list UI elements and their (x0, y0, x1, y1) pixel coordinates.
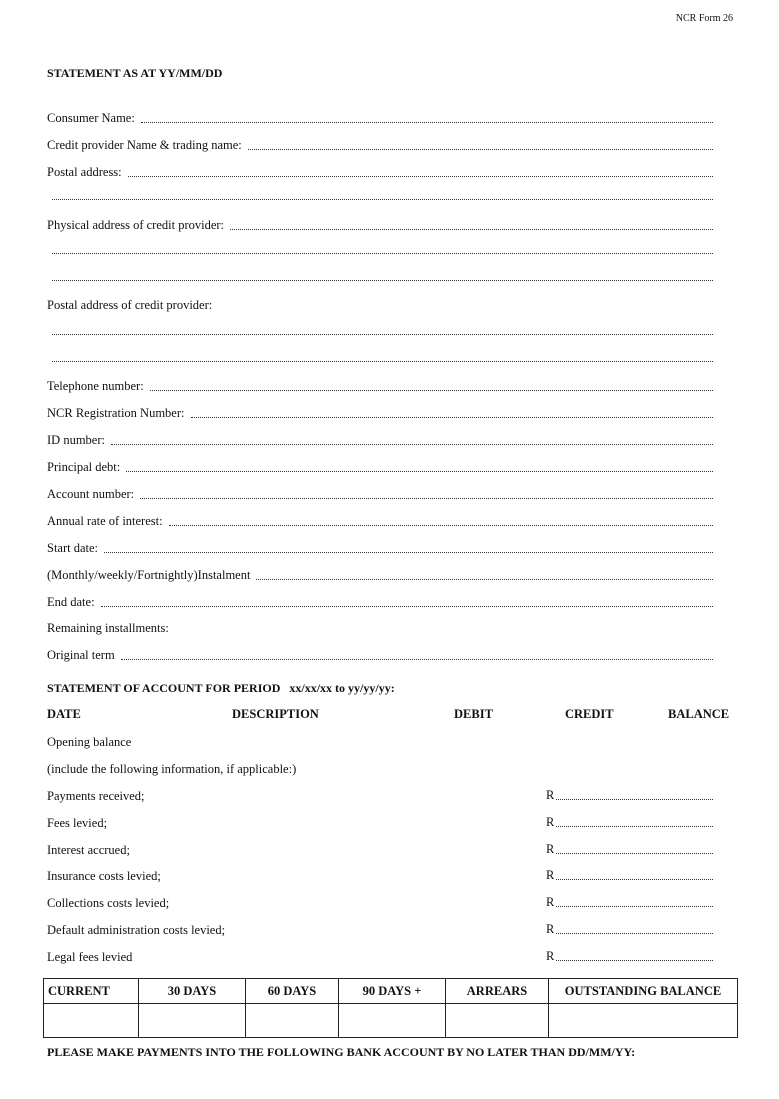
fill-line (141, 122, 713, 123)
fill-line (111, 444, 713, 445)
consumer-name-field[interactable] (47, 110, 713, 126)
fill-line (256, 579, 713, 580)
fill-line (128, 176, 713, 177)
column-credit: CREDIT (565, 707, 614, 721)
postal-address-provider-line-2[interactable] (52, 361, 713, 362)
postal-address-field[interactable] (47, 164, 713, 180)
principal-debt-field[interactable] (47, 459, 713, 475)
postal-address-provider-field (47, 297, 713, 313)
ncr-registration-label: NCR Registration Number: (47, 406, 185, 420)
end-date-field[interactable] (47, 594, 713, 610)
id-number-label: ID number: (47, 433, 105, 447)
currency-symbol: R (546, 815, 555, 829)
fill-line (140, 498, 713, 499)
payment-instruction: PLEASE MAKE PAYMENTS INTO THE FOLLOWING BANK ACCOUNT BY NO LATER THAN DD/MM/YY: (47, 1045, 636, 1059)
form-number: NCR Form 26 (675, 13, 733, 24)
fill-line (248, 149, 713, 150)
instalment-field[interactable] (47, 567, 713, 583)
currency-symbol: R (546, 788, 555, 802)
aging-cell-arrears[interactable] (446, 1004, 549, 1038)
fill-line (104, 552, 713, 553)
column-date: DATE (47, 707, 81, 721)
ncr-registration-field[interactable] (47, 405, 713, 421)
column-balance: BALANCE (668, 707, 730, 721)
fill-line (556, 906, 713, 907)
principal-debt-label: Principal debt: (47, 460, 121, 474)
aging-header-90-days: 90 DAYS + (339, 979, 446, 1004)
fill-line (169, 525, 713, 526)
account-number-field[interactable] (47, 486, 713, 502)
physical-address-line-3[interactable] (52, 280, 713, 281)
fill-line (126, 471, 713, 472)
aging-header-30-days: 30 DAYS (139, 979, 246, 1004)
charge-amount-field[interactable] (546, 816, 713, 830)
charge-label: Insurance costs levied; (47, 869, 161, 883)
original-term-field[interactable] (47, 647, 713, 663)
charge-label: Fees levied; (47, 816, 108, 830)
charge-label: Legal fees levied (47, 950, 133, 964)
opening-balance: Opening balance (47, 735, 132, 749)
currency-symbol: R (546, 842, 555, 856)
charge-label: Interest accrued; (47, 843, 130, 857)
postal-address-provider-line-1[interactable] (52, 334, 713, 335)
fill-line (150, 390, 713, 391)
fill-line (191, 417, 714, 418)
aging-cell-30-days[interactable] (139, 1004, 246, 1038)
charge-amount-field[interactable] (546, 843, 713, 857)
annual-interest-field[interactable] (47, 513, 713, 529)
fill-line (556, 879, 713, 880)
account-period-heading (47, 681, 395, 696)
fill-line (556, 960, 713, 961)
start-date-label: Start date: (47, 541, 99, 555)
aging-cell-current[interactable] (44, 1004, 139, 1038)
fill-line (556, 933, 713, 934)
charge-label: Payments received; (47, 789, 145, 803)
aging-cell-60-days[interactable] (246, 1004, 339, 1038)
postal-address-line-2[interactable] (52, 199, 713, 200)
aging-header-60-days: 60 DAYS (246, 979, 339, 1004)
aging-cell-outstanding-balance[interactable] (549, 1004, 738, 1038)
credit-provider-name-label: Credit provider Name & trading name: (47, 138, 242, 152)
credit-provider-name-field[interactable] (47, 137, 713, 153)
currency-symbol: R (546, 949, 555, 963)
physical-address-label: Physical address of credit provider: (47, 218, 225, 232)
charge-label: Default administration costs levied; (47, 923, 226, 937)
column-debit: DEBIT (454, 707, 493, 721)
physical-address-line-2[interactable] (52, 253, 713, 254)
instalment-label: (Monthly/weekly/Fortnightly)Instalment (47, 568, 251, 582)
charge-amount-field[interactable] (546, 896, 713, 910)
account-period-label: STATEMENT OF ACCOUNT FOR PERIOD (47, 681, 281, 695)
charge-amount-field[interactable] (546, 789, 713, 803)
include-note: (include the following information, if applicable:) (47, 762, 297, 776)
aging-header-outstanding-balance: OUTSTANDING BALANCE (549, 979, 738, 1004)
fill-line (101, 606, 713, 607)
fill-line (556, 853, 713, 854)
telephone-field[interactable] (47, 378, 713, 394)
original-term-label: Original term (47, 648, 115, 662)
consumer-name-label: Consumer Name: (47, 111, 135, 125)
physical-address-field[interactable] (47, 217, 713, 233)
charge-amount-field[interactable] (546, 950, 713, 964)
postal-address-provider-label: Postal address of credit provider: (47, 298, 213, 312)
fill-line (121, 659, 713, 660)
aging-header-current: CURRENT (44, 979, 139, 1004)
aging-table (43, 978, 738, 1038)
fill-line (556, 799, 713, 800)
charge-amount-field[interactable] (546, 923, 713, 937)
account-number-label: Account number: (47, 487, 135, 501)
currency-symbol: R (546, 868, 555, 882)
aging-value-row (44, 1004, 738, 1038)
postal-address-label: Postal address: (47, 165, 122, 179)
end-date-label: End date: (47, 595, 95, 609)
aging-header-row (44, 979, 738, 1004)
annual-interest-label: Annual rate of interest: (47, 514, 163, 528)
currency-symbol: R (546, 895, 555, 909)
charge-amount-field[interactable] (546, 869, 713, 883)
remaining-installments-field (47, 620, 713, 636)
remaining-installments-label: Remaining installments: (47, 621, 169, 635)
start-date-field[interactable] (47, 540, 713, 556)
telephone-label: Telephone number: (47, 379, 144, 393)
charge-label: Collections costs levied; (47, 896, 170, 910)
column-description: DESCRIPTION (232, 707, 319, 721)
aging-header-arrears: ARREARS (446, 979, 549, 1004)
id-number-field[interactable] (47, 432, 713, 448)
account-period-range: xx/xx/xx to yy/yy/yy: (289, 681, 395, 695)
currency-symbol: R (546, 922, 555, 936)
fill-line (230, 229, 713, 230)
statement-title: STATEMENT AS AT YY/MM/DD (47, 66, 223, 80)
aging-cell-90-days[interactable] (339, 1004, 446, 1038)
fill-line (556, 826, 713, 827)
